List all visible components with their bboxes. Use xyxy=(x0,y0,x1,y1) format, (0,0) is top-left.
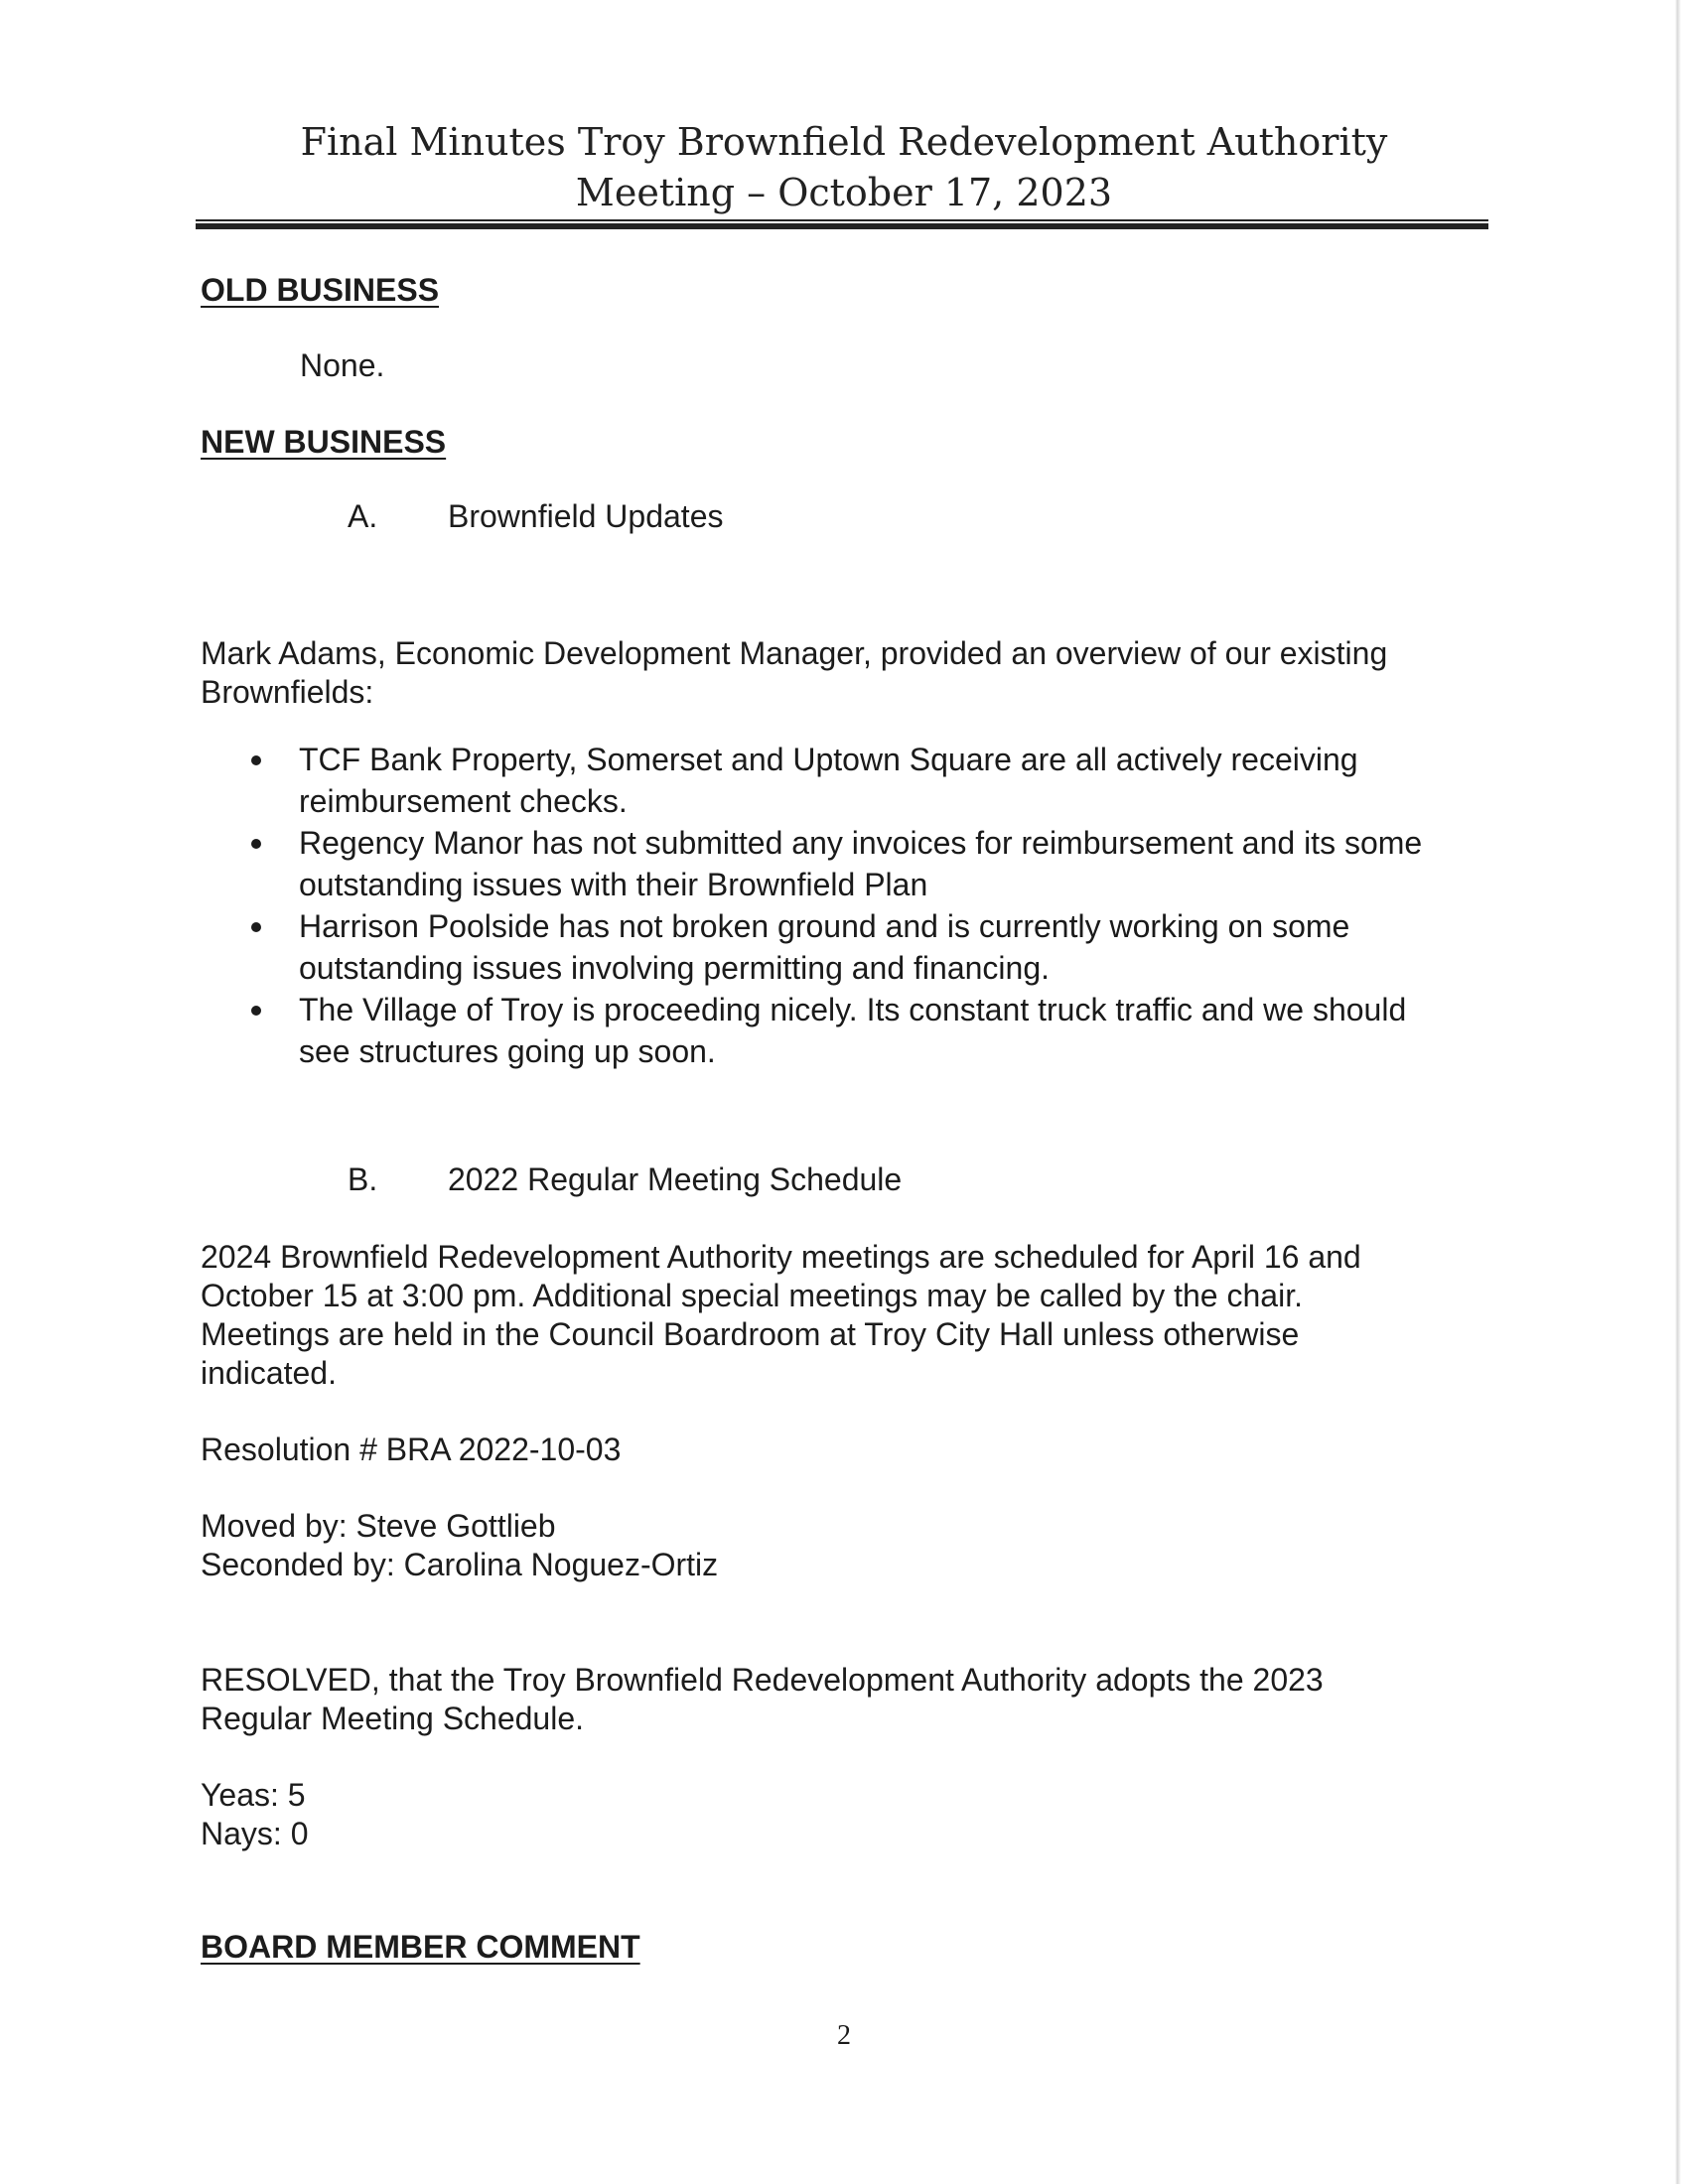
vote-yeas: Yeas: 5 xyxy=(201,1777,306,1813)
bullet-line2: reimbursement checks. xyxy=(299,783,628,819)
list-item xyxy=(244,905,1495,989)
old-business-text: None. xyxy=(300,347,385,383)
list-item xyxy=(244,822,1495,905)
old-business-heading: OLD BUSINESS xyxy=(201,272,440,308)
schedule-line2: October 15 at 3:00 pm. Additional special meetings may be called by the chair. xyxy=(201,1278,1303,1313)
resolution-number: Resolution # BRA 2022-10-03 xyxy=(201,1432,622,1467)
resolved-line1: RESOLVED, that the Troy Brownfield Redevelopment Authority adopts the 2023 xyxy=(201,1662,1324,1698)
bullet-line2: outstanding issues involving permitting and financing. xyxy=(299,950,1051,986)
bullet-icon xyxy=(251,839,261,849)
list-item xyxy=(244,739,1495,822)
header-title-line1: Final Minutes Troy Brownfield Redevelopment Authority xyxy=(300,120,1388,164)
bullet-line1: Harrison Poolside has not broken ground and is currently working on some xyxy=(299,908,1350,944)
scan-edge-shadow xyxy=(1675,0,1681,2184)
header-rule-thin xyxy=(196,219,1488,221)
bullet-line1: TCF Bank Property, Somerset and Uptown Square are all actively receiving xyxy=(299,742,1358,777)
bullet-icon xyxy=(251,1006,261,1016)
item-b-title: 2022 Regular Meeting Schedule xyxy=(448,1161,903,1197)
bullet-line1: Regency Manor has not submitted any invoices for reimbursement and its some xyxy=(299,825,1423,861)
page-number: 2 xyxy=(837,2020,851,2051)
item-a-letter: A. xyxy=(348,498,378,534)
bullet-line2: see structures going up soon. xyxy=(299,1033,716,1069)
bullet-line1: The Village of Troy is proceeding nicely. Its constant truck traffic and we should xyxy=(299,992,1407,1027)
vote-nays: Nays: 0 xyxy=(201,1816,309,1851)
document-header xyxy=(199,117,1489,218)
header-title-line2: Meeting – October 17, 2023 xyxy=(575,171,1113,214)
brownfield-update-list xyxy=(244,739,1495,1072)
new-business-heading: NEW BUSINESS xyxy=(201,424,447,460)
board-member-comment-heading: BOARD MEMBER COMMENT xyxy=(201,1929,640,1965)
schedule-line4: indicated. xyxy=(201,1355,337,1391)
intro-line2: Brownfields: xyxy=(201,674,374,710)
header-rule-thick xyxy=(196,223,1488,229)
item-b-letter: B. xyxy=(348,1161,378,1197)
list-item xyxy=(244,989,1495,1072)
resolved-line2: Regular Meeting Schedule. xyxy=(201,1701,585,1736)
moved-by: Moved by: Steve Gottlieb xyxy=(201,1508,556,1544)
seconded-by: Seconded by: Carolina Noguez-Ortiz xyxy=(201,1547,719,1582)
schedule-line3: Meetings are held in the Council Boardroom at Troy City Hall unless otherwise xyxy=(201,1316,1300,1352)
bullet-line2: outstanding issues with their Brownfield Plan xyxy=(299,867,928,902)
intro-line1: Mark Adams, Economic Development Manager, provided an overview of our existing xyxy=(201,635,1388,671)
bullet-icon xyxy=(251,755,261,765)
schedule-line1: 2024 Brownfield Redevelopment Authority meetings are scheduled for April 16 and xyxy=(201,1239,1361,1275)
item-a-title: Brownfield Updates xyxy=(448,498,724,534)
bullet-icon xyxy=(251,922,261,932)
